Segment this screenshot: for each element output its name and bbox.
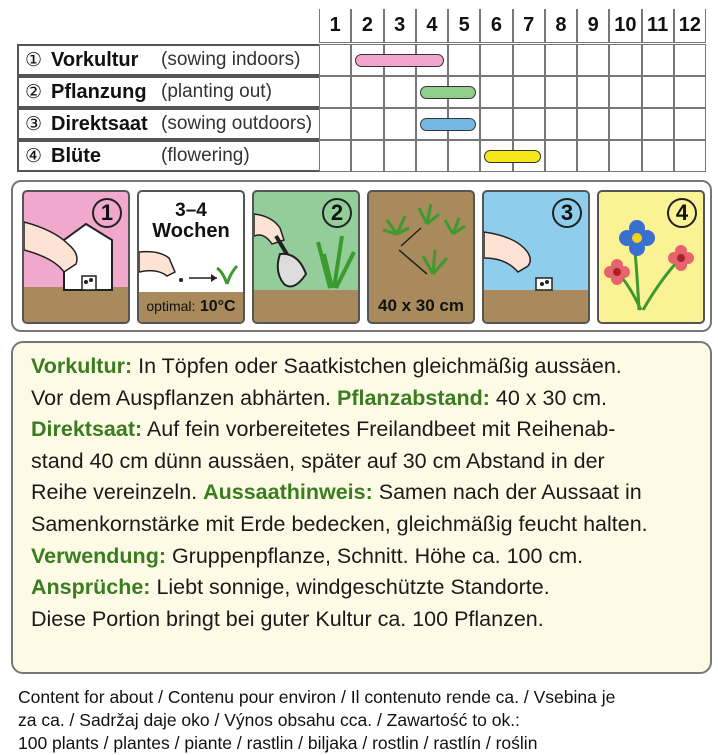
stage-row — [17, 140, 706, 172]
month-cell — [384, 108, 416, 140]
stage-name-de: Vorkultur — [51, 48, 139, 71]
pictogram-sowing-outdoors — [482, 190, 590, 324]
stage-name-en: (sowing outdoors) — [161, 113, 313, 134]
stage-period-bar — [355, 54, 444, 67]
month-cell — [674, 44, 706, 76]
stage-number: ② — [25, 81, 43, 103]
month-cell — [480, 108, 512, 140]
month-cell — [480, 76, 512, 108]
stage-label — [17, 44, 319, 76]
info-line: stand 40 cm dünn aussäen, später auf 30 cm Abstand in der — [31, 448, 605, 473]
month-header-cell: 11 — [642, 9, 674, 43]
stage-row — [17, 108, 706, 140]
stage-name-de: Direktsaat — [51, 112, 148, 135]
month-cell — [642, 140, 674, 172]
stage-period-bar — [420, 118, 477, 131]
weeks-label: Wochen — [152, 220, 230, 242]
month-cell — [642, 44, 674, 76]
month-header-cell: 12 — [674, 9, 706, 43]
month-cell — [674, 108, 706, 140]
month-cell — [448, 140, 480, 172]
month-header-cell: 9 — [577, 9, 609, 43]
stage-period-bar — [420, 86, 477, 99]
month-cell — [674, 140, 706, 172]
month-cell — [351, 140, 383, 172]
month-header-cell: 8 — [545, 9, 577, 43]
step-number-badge: 4 — [667, 198, 697, 228]
pictogram-flowering — [597, 190, 705, 324]
month-cells — [319, 108, 706, 140]
month-header-cell: 10 — [609, 9, 641, 43]
stage-name-en: (planting out) — [161, 81, 272, 102]
info-line: Reihe vereinzeln. Aussaathinweis: Samen nach der Aussaat in — [31, 480, 642, 505]
month-header-cell: 5 — [448, 9, 480, 43]
info-line: Samenkornstärke mit Erde bedecken, gleichmäßig feucht halten. — [31, 511, 648, 536]
month-cell — [480, 44, 512, 76]
stage-number: ③ — [25, 113, 43, 135]
stage-row — [17, 44, 706, 76]
month-cell — [545, 76, 577, 108]
month-cell — [642, 108, 674, 140]
cultivation-instructions — [11, 341, 712, 674]
info-line: Ansprüche: Liebt sonnige, windgeschützte Standorte. — [31, 575, 550, 600]
info-line: Vorkultur: In Töpfen oder Saatkistchen gleichmäßig aussäen. — [31, 354, 622, 378]
month-cell — [319, 44, 351, 76]
month-cell — [577, 140, 609, 172]
month-cell — [319, 108, 351, 140]
month-cell — [351, 76, 383, 108]
month-cell — [577, 44, 609, 76]
stage-row — [17, 76, 706, 108]
info-line: Vor dem Auspflanzen abhärten. Pflanzabstand: 40 x 30 cm. — [31, 385, 608, 410]
month-cell — [448, 44, 480, 76]
month-header-cell: 2 — [351, 9, 383, 43]
month-header-cell: 3 — [384, 9, 416, 43]
info-line: Direktsaat: Auf fein vorbereitetes Freilandbeet mit Reihenab- — [31, 417, 616, 442]
month-cell — [642, 76, 674, 108]
month-cell — [609, 44, 641, 76]
stage-name-de: Blüte — [51, 144, 101, 167]
stage-name-de: Pflanzung — [51, 80, 147, 103]
info-line: Verwendung: Gruppenpflanze, Schnitt. Höhe ca. 100 cm. — [31, 543, 584, 568]
pictogram-germination — [137, 190, 245, 324]
footer-line: za ca. / Sadržaj daje oko / Výnos obsahu cca. / Zawartość to ok.: — [18, 710, 520, 730]
stage-number: ④ — [25, 145, 43, 167]
sowing-calendar — [17, 9, 706, 176]
month-cell — [513, 76, 545, 108]
stage-label — [17, 140, 319, 172]
pictogram-panel — [11, 180, 712, 332]
month-cell — [416, 140, 448, 172]
month-cell — [513, 44, 545, 76]
stage-period-bar — [484, 150, 541, 163]
month-cell — [577, 108, 609, 140]
month-cell — [609, 76, 641, 108]
month-header-cell: 6 — [480, 9, 512, 43]
pictogram-sowing-indoors — [22, 190, 130, 324]
month-header-cell: 1 — [319, 9, 351, 43]
spacing-value: 40 x 30 cm — [377, 296, 464, 315]
step-number-badge: 2 — [322, 198, 352, 228]
stage-name-en: (flowering) — [161, 145, 250, 166]
month-cell — [674, 76, 706, 108]
step-number-badge: 1 — [92, 198, 122, 228]
pictogram-spacing — [367, 190, 475, 324]
content-amount-footer — [18, 686, 708, 755]
month-header-row — [319, 9, 706, 43]
stage-label — [17, 76, 319, 108]
month-cell — [319, 76, 351, 108]
optimal-temperature: optimal: 10°C — [146, 298, 236, 315]
stage-number: ① — [25, 49, 43, 71]
month-cell — [384, 76, 416, 108]
month-cell — [577, 76, 609, 108]
footer-line: 100 plants / plantes / piante / rastlin / biljaka / rostlin / rastlín / roślin — [18, 733, 538, 753]
month-header-cell: 7 — [513, 9, 545, 43]
step-number-badge: 3 — [552, 198, 582, 228]
info-line: Diese Portion bringt bei guter Kultur ca. 100 Pflanzen. — [31, 606, 544, 631]
month-header-cell: 4 — [416, 9, 448, 43]
month-cell — [545, 108, 577, 140]
month-cell — [351, 108, 383, 140]
month-cell — [319, 140, 351, 172]
weeks-value: 3–4 — [175, 200, 207, 221]
pictogram-planting-out — [252, 190, 360, 324]
month-cell — [384, 140, 416, 172]
stage-name-en: (sowing indoors) — [161, 49, 301, 70]
month-cells — [319, 76, 706, 108]
footer-line: Content for about / Contenu pour environ / Il contenuto rende ca. / Vsebina je — [18, 687, 616, 707]
month-cell — [609, 108, 641, 140]
month-cell — [609, 140, 641, 172]
stage-label — [17, 108, 319, 140]
month-cell — [513, 108, 545, 140]
month-cell — [545, 44, 577, 76]
month-cell — [545, 140, 577, 172]
